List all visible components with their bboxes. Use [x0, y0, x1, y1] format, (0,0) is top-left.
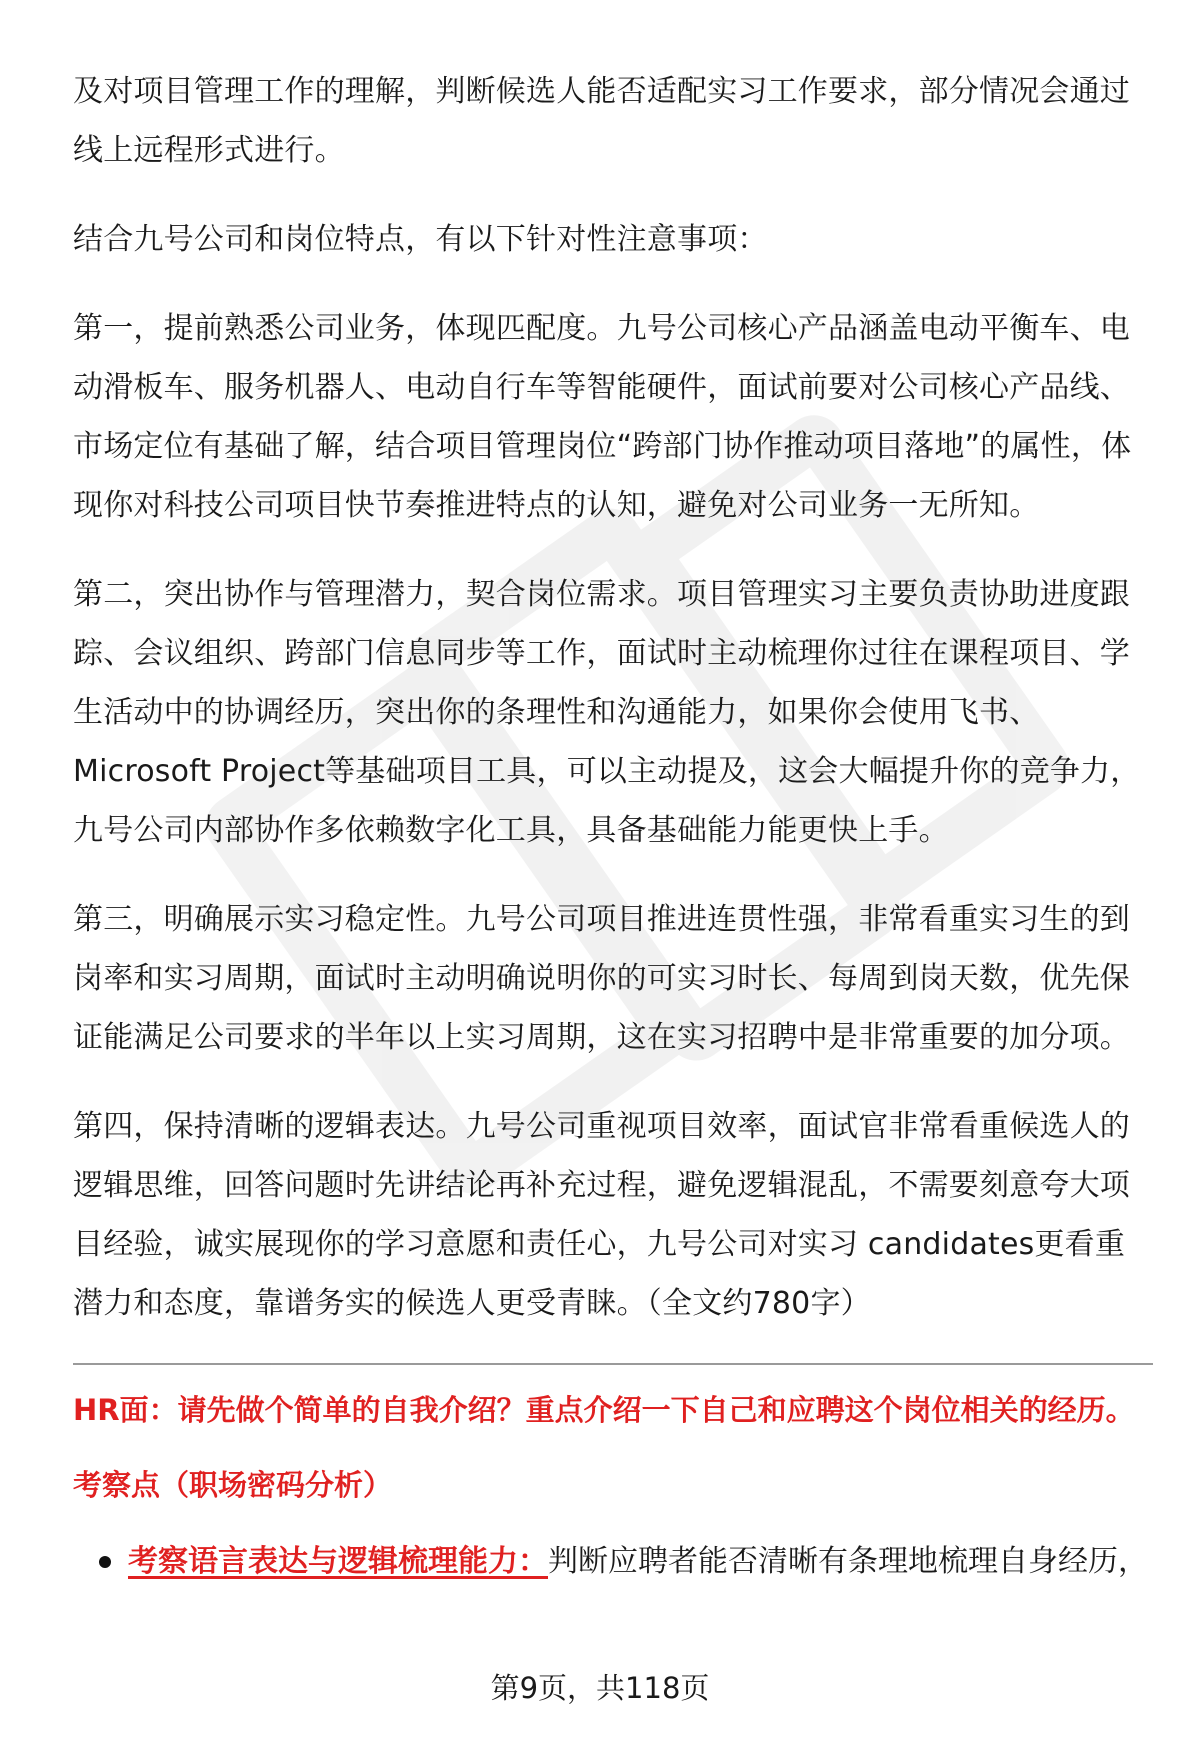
paragraph-point-1: 第一，提前熟悉公司业务，体现匹配度。九号公司核心产品涵盖电动平衡车、电动滑板车、服务机器人、电动自行车等智能硬件，面试前要对公司核心产品线、市场定位有基础了解，结合项目管理岗位“跨部门协作推动项目落地”的属性，体现你对科技公司项目快节奏推进特点的认知，避免对公司业务一无所知。: [73, 311, 1132, 523]
list-item: [73, 1539, 1153, 1585]
bullet-dot-icon: [99, 1556, 111, 1568]
assessment-points-heading: 考察点（职场密码分析）: [73, 1468, 393, 1502]
paragraph-notes-lead: 结合九号公司和岗位特点，有以下针对性注意事项：: [73, 222, 768, 257]
paragraph-point-4: 第四，保持清晰的逻辑表达。九号公司重视项目效率，面试官非常看重候选人的逻辑思维，回答问题时先讲结论再补充过程，避免逻辑混乱，不需要刻意夸大项目经验，诚实展现你的学习意愿和责任心，九号公司对实习 candidates更看重潜力和态度，靠谱务实的候选人更受青睐。（全文约780字）: [73, 1109, 1130, 1321]
bullet-key-phrase: 考察语言表达与逻辑梳理能力：: [128, 1544, 548, 1579]
bullet-text: 判断应聘者能否清晰有条理地梳理自身经历，: [548, 1544, 1148, 1579]
document-body: [73, 62, 1153, 1585]
paragraph-point-3: 第三，明确展示实习稳定性。九号公司项目推进连贯性强，非常看重实习生的到岗率和实习周期，面试时主动明确说明你的可实习时长、每周到岗天数，优先保证能满足公司要求的半年以上实习周期，这在实习招聘中是非常重要的加分项。: [73, 902, 1130, 1055]
paragraph-intro-continuation: 及对项目管理工作的理解，判断候选人能否适配实习工作要求，部分情况会通过线上远程形式进行。: [73, 74, 1130, 168]
paragraph-point-2: 第二，突出协作与管理潜力，契合岗位需求。项目管理实习主要负责协助进度跟踪、会议组织、跨部门信息同步等工作，面试时主动梳理你过往在课程项目、学生活动中的协调经历，突出你的条理性和沟通能力，如果你会使用飞书、Microsoft Project等基础项目工具，可以主动提及，这会大幅提升你的竞争力，九号公司内部协作多依赖数字化工具，具备基础能力能更快上手。: [73, 577, 1141, 848]
hr-interview-question: HR面：请先做个简单的自我介绍？重点介绍一下自己和应聘这个岗位相关的经历。: [73, 1393, 1135, 1427]
section-divider: [73, 1363, 1153, 1365]
page-number: 第9页，共118页: [490, 1671, 710, 1705]
